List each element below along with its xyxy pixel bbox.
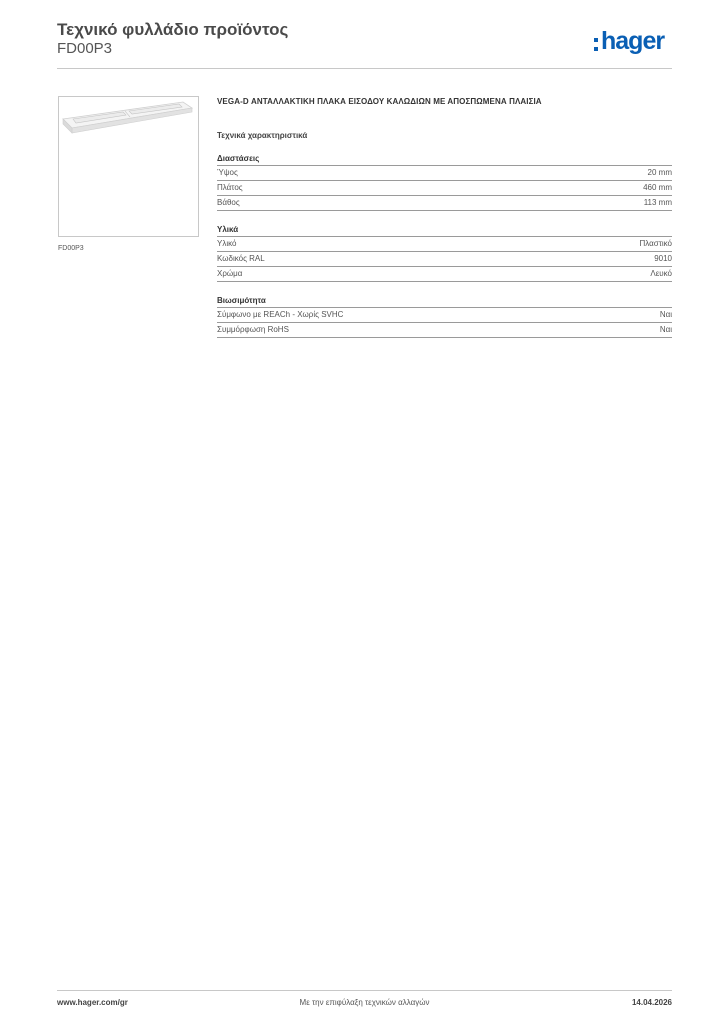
spec-label: Κωδικός RAL xyxy=(217,254,265,263)
spec-group-dimensions xyxy=(217,154,672,211)
product-code: FD00P3 xyxy=(57,40,113,57)
group-title: Διαστάσεις xyxy=(217,154,672,166)
spec-row xyxy=(217,323,672,338)
spec-value: 20 mm xyxy=(647,168,672,177)
spec-label: Σύμφωνο με REACh - Χωρίς SVHC xyxy=(217,310,344,319)
footer-note: Με την επιφύλαξη τεχνικών αλλαγών xyxy=(299,998,430,1007)
cable-entry-plate-image xyxy=(59,97,198,236)
header-divider xyxy=(57,68,672,69)
spec-label: Συμμόρφωση RoHS xyxy=(217,325,289,334)
footer-date: 14.04.2026 xyxy=(631,998,672,1007)
spec-row xyxy=(217,237,672,252)
spec-value: Λευκό xyxy=(650,269,672,278)
page-title: Τεχνικό φυλλάδιο προϊόντος xyxy=(57,20,289,39)
spec-value: 113 mm xyxy=(643,198,672,207)
product-image-frame xyxy=(58,96,199,237)
spec-label: Ύψος xyxy=(217,168,238,177)
spec-value: 460 mm xyxy=(643,183,672,192)
spec-row xyxy=(217,181,672,196)
spec-row xyxy=(217,308,672,323)
footer-website-link[interactable]: www.hager.com/gr xyxy=(57,998,128,1007)
spec-group-sustainability xyxy=(217,296,672,338)
specification-panel xyxy=(217,97,672,338)
spec-label: Βάθος xyxy=(217,198,240,207)
spec-row xyxy=(217,196,672,211)
spec-row xyxy=(217,252,672,267)
spec-group-materials xyxy=(217,225,672,282)
spec-label: Πλάτος xyxy=(217,183,243,192)
hager-logo[interactable] xyxy=(594,27,664,56)
spec-row xyxy=(217,267,672,282)
image-caption: FD00P3 xyxy=(58,245,84,252)
spec-value: Ναι xyxy=(659,325,672,334)
logo-text: hager xyxy=(601,27,665,55)
spec-row xyxy=(217,166,672,181)
spec-value: 9010 xyxy=(654,254,672,263)
group-title: Υλικά xyxy=(217,225,672,237)
section-heading: Τεχνικά χαρακτηριστικά xyxy=(217,131,308,140)
spec-value: Πλαστικό xyxy=(639,239,672,248)
spec-label: Υλικό xyxy=(217,239,237,248)
logo-dots-icon xyxy=(594,38,598,51)
footer-divider xyxy=(57,990,672,991)
product-name: VEGA-D ΑΝΤΑΛΛΑΚΤΙΚΗ ΠΛΑΚΑ ΕΙΣΟΔΟΥ ΚΑΛΩΔΙΩΝ ΜΕ ΑΠΟΣΠΩΜΕΝΑ ΠΛΑΙΣΙΑ xyxy=(217,97,542,106)
spec-value: Ναι xyxy=(659,310,672,319)
group-title: Βιωσιμότητα xyxy=(217,296,672,308)
spec-label: Χρώμα xyxy=(217,269,243,278)
